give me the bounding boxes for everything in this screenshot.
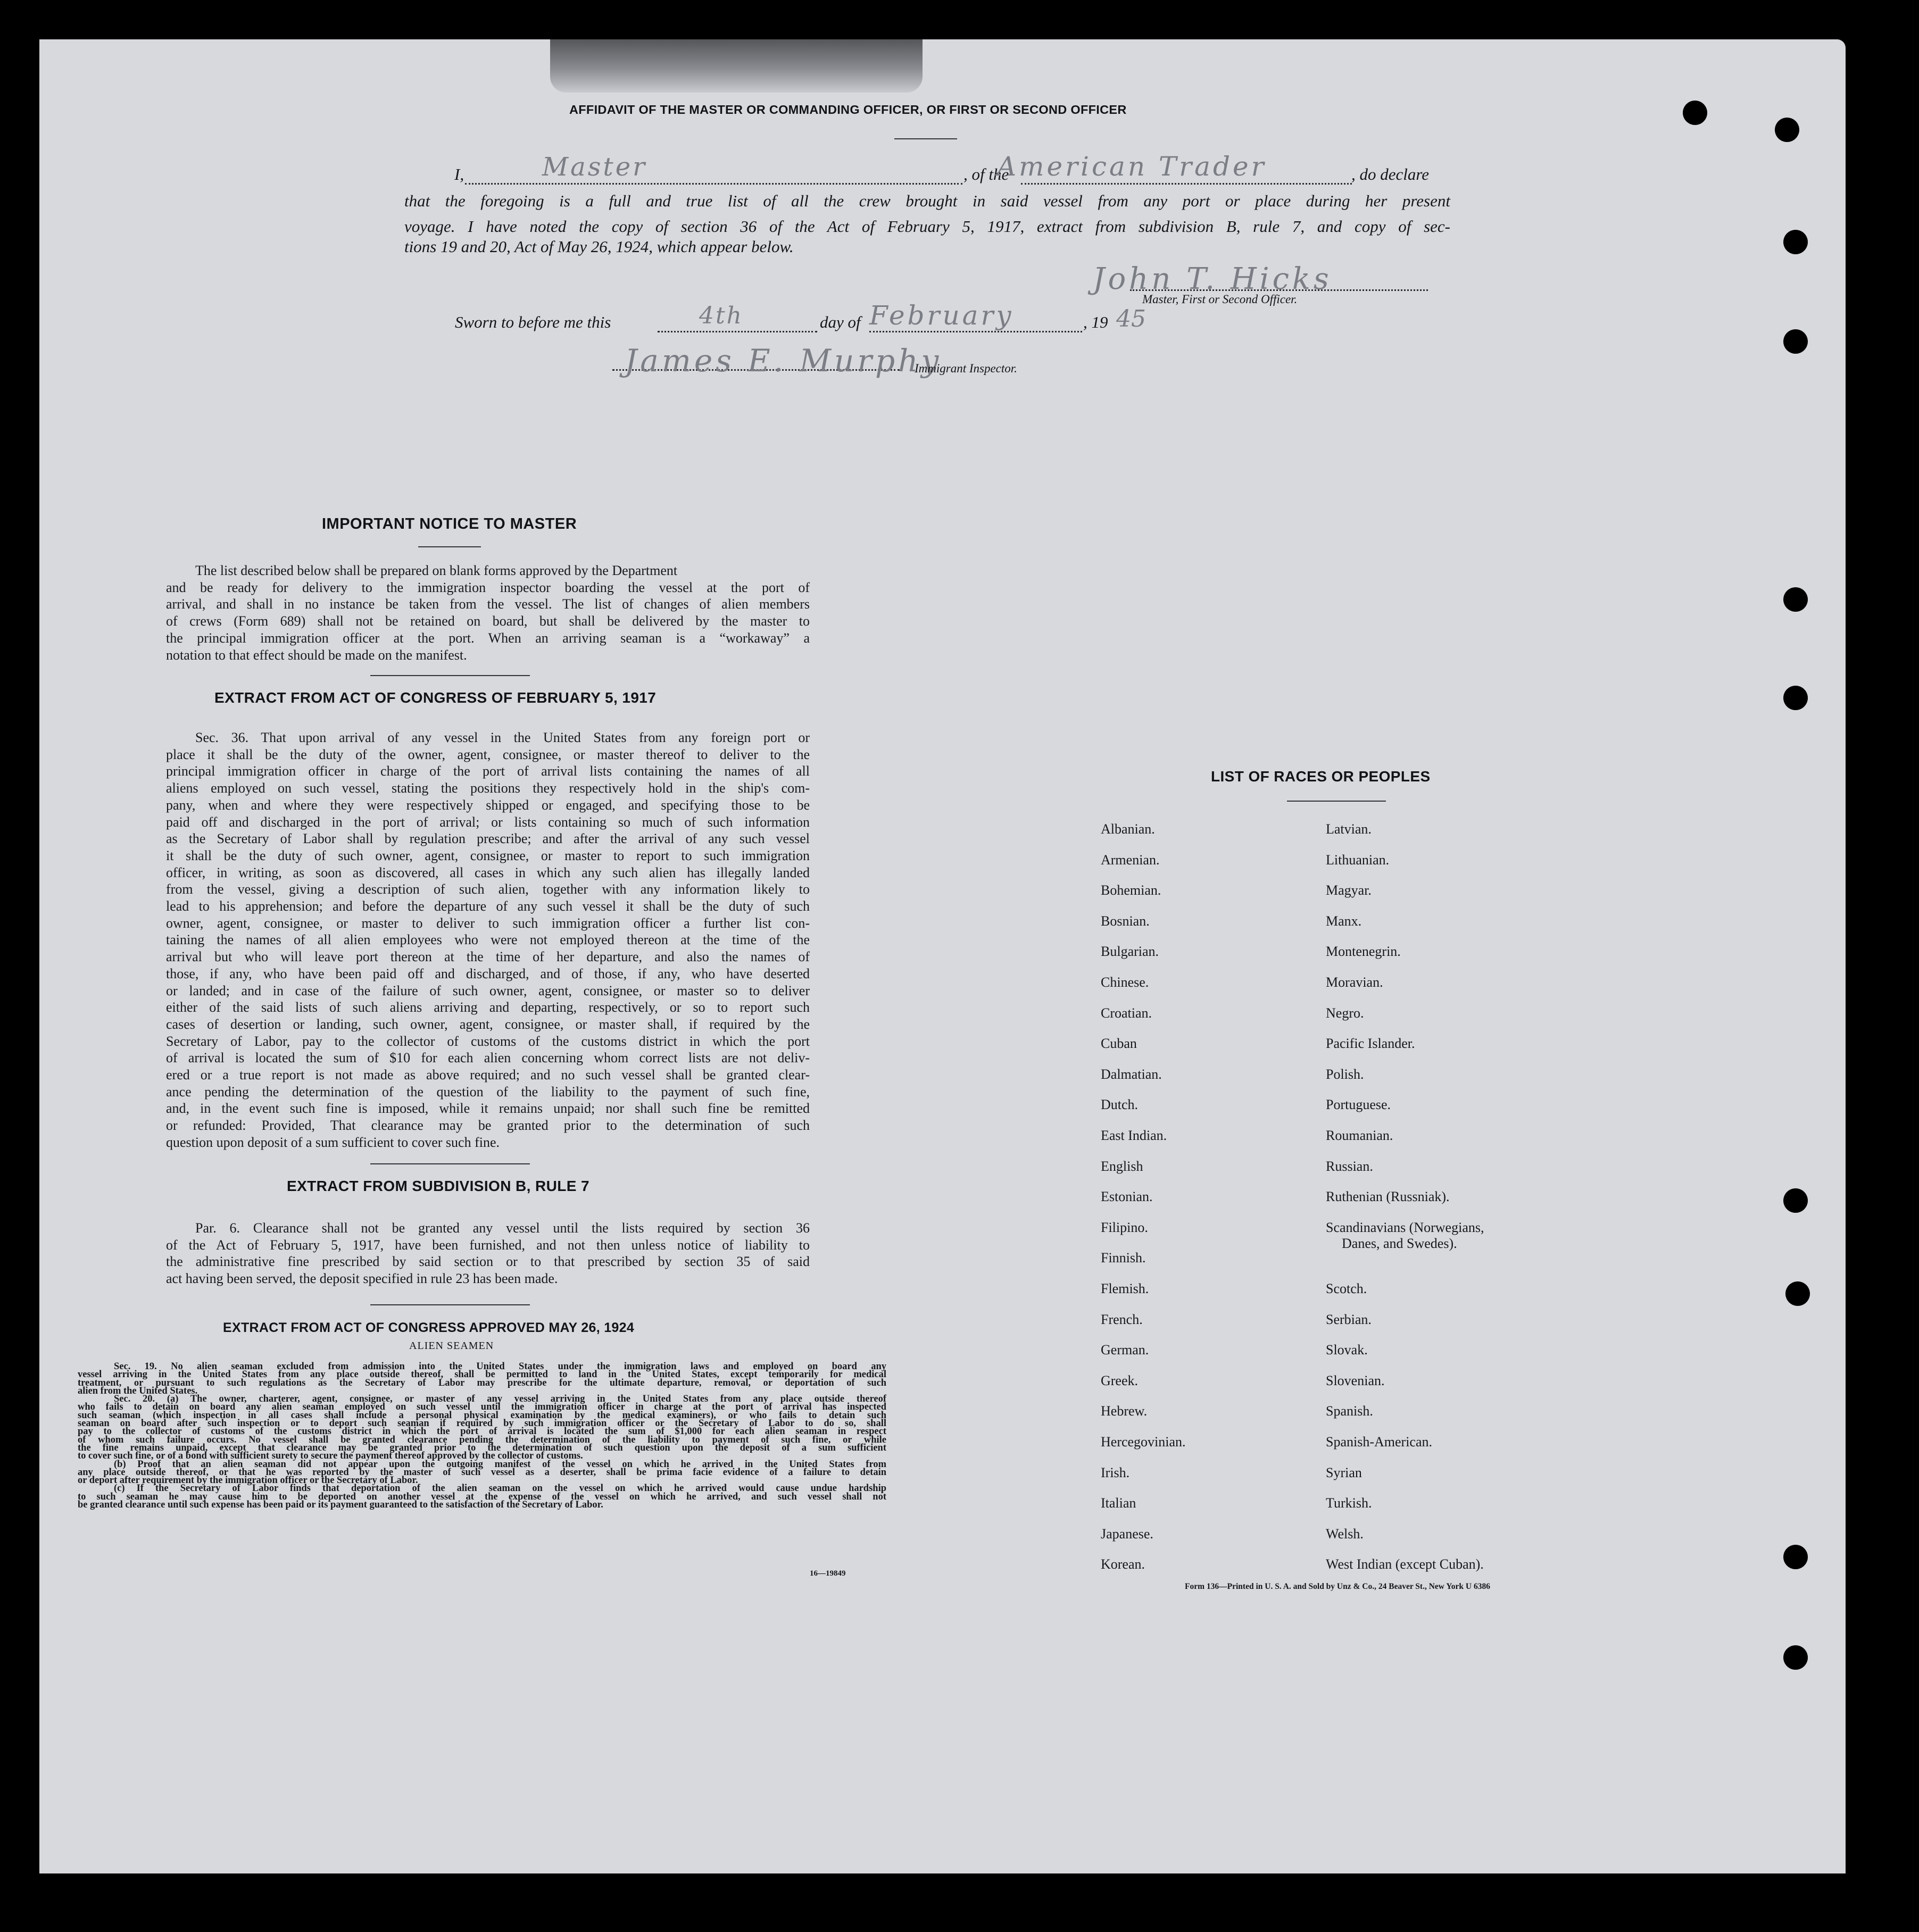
master-name-handwriting: Master [542,152,647,182]
master-signature: John T. Hicks [1093,262,1332,296]
text-line: (c) If the Secretary of Labor finds that deportation of the alien seaman on the vessel on which he arrived would cause undue hardship [114,1483,886,1494]
punch-hole [1783,1545,1808,1569]
divider [370,1163,530,1164]
text-line: as the Secretary of Labor shall by regulation prescribe; and after the arrival of any such vessel [166,831,810,847]
text-line: aliens employed on such vessel, stating the positions they respectively hold in the ship's com- [166,780,810,796]
race-item: Serbian. [1326,1311,1372,1327]
sworn-day-handwriting: 4th [699,302,744,329]
text-line: lead to his apprehension; and before the departure of any such vessel it shall be the duty of such [166,898,810,914]
race-item: Syrian [1326,1464,1362,1480]
form-printer-footer: Form 136—Printed in U. S. A. and Sold by Unz & Co., 24 Beaver St., New York U 6386 [1185,1582,1490,1591]
declaration-line-4: tions 19 and 20, Act of May 26, 1924, which appear below. [404,237,794,256]
race-item: English [1101,1158,1143,1174]
text-line: seaman on board after such inspection or to deport such seaman if required by such immigration officer or the Secretary of Labor to do so, shall [78,1418,886,1429]
name-line [465,183,962,185]
punch-hole [1783,1645,1808,1670]
race-item: Lithuanian. [1326,852,1390,868]
text-line: and, in the event such fine is imposed, while it remains unpaid; nor shall such fine be remitted [166,1101,810,1117]
sec19-20-paragraph [78,1363,886,1509]
race-item: Bulgarian. [1101,944,1159,960]
race-item: Latvian. [1326,821,1372,837]
race-item: Slovenian. [1326,1372,1385,1388]
race-item: West Indian (except Cuban). [1326,1556,1484,1572]
race-item: Montenegrin. [1326,944,1401,960]
text-line: cases of desertion or landing, such owner, agent, consignee, or master shall, if required by the [166,1016,810,1032]
sworn-month-handwriting: February [869,300,1014,331]
text-line: pay to the collector of customs of the customs district in which the port of arrival is located the sum of $1,000 for each alien seaman in respect [78,1426,886,1437]
race-item: Russian. [1326,1158,1373,1174]
race-item: Estonian. [1101,1189,1153,1205]
race-item: Moravian. [1326,975,1383,990]
text-line: Sec. 19. No alien seaman excluded from admission into the United States under the immigration laws and employed on board any [114,1361,886,1372]
divider [370,675,530,676]
race-item: Chinese. [1101,975,1149,990]
text-line: act having been served, the deposit specified in rule 23 has been made. [166,1271,558,1287]
do-declare-label: , do declare [1351,165,1430,184]
race-item: Greek. [1101,1372,1139,1388]
text-line: paid off and discharged in the port of arrival; or lists containing so much of such information [166,814,810,830]
day-of-label: day of [820,313,861,331]
inspector-signature: James E. Murphy [625,343,942,379]
race-item: Filipino. [1101,1219,1148,1235]
rule7-paragraph [166,1220,810,1287]
punch-hole [1783,230,1808,254]
document-page [39,39,1846,1873]
text-line: the administrative fine prescribed by said section or to that prescribed by section 35 of said [166,1254,810,1270]
divider [1287,801,1386,802]
text-line: vessel arriving in the United States from any place outside thereof, shall be permitted to land in the United States, except temporarily for medical [78,1369,886,1380]
text-line: or landed; and in case of the failure of such owner, agent, consignee, or master so to deliver [166,982,810,998]
race-item: Pacific Islander. [1326,1036,1415,1052]
race-item: Albanian. [1101,821,1155,837]
race-item: Welsh. [1326,1526,1364,1542]
race-item: French. [1101,1311,1143,1327]
rule7-title: EXTRACT FROM SUBDIVISION B, RULE 7 [287,1178,589,1194]
punch-hole [1775,118,1799,142]
punch-hole [1783,329,1808,354]
punch-hole [1783,587,1808,612]
race-item: Spanish-American. [1326,1434,1433,1450]
race-item: Croatian. [1101,1005,1152,1021]
vessel-line [1021,183,1352,185]
race-item: Finnish. [1101,1250,1146,1266]
text-line: notation to that effect should be made on the manifest. [166,647,467,663]
text-line: any place outside thereof, or that he was reported by the master of such vessel as a deserter, shall be prima facie evidence of a failure to detain [78,1467,886,1478]
race-item: Hercegovinian. [1101,1434,1186,1450]
race-item: Turkish. [1326,1495,1372,1511]
affidavit-title: AFFIDAVIT OF THE MASTER OR COMMANDING OFFICER, OR FIRST OR SECOND OFFICER [569,103,1127,116]
race-item: Cuban [1101,1036,1137,1052]
text-line: of arrival is located the sum of $10 for each alien concerning whom correct lists are not deliv- [166,1050,810,1066]
race-item: Manx. [1326,913,1362,929]
race-item: Danes, and Swedes). [1342,1235,1457,1251]
race-item: Italian [1101,1495,1136,1511]
punch-hole [1783,686,1808,710]
extract-1924-title: EXTRACT FROM ACT OF CONGRESS APPROVED MAY 26, 1924 [223,1320,635,1335]
text-line: Secretary of Labor, pay to the collector of customs of the customs district in which the port [166,1033,810,1049]
tape-shadow [550,39,923,93]
text-line: pany, when and where they were respectively shipped or engaged, and specifying those to be [166,797,810,813]
text-line: of crews (Form 689) shall not be retained on board, but shall be delivered by the master to [166,613,810,629]
race-item: Spanish. [1326,1403,1373,1419]
punch-hole [1785,1281,1810,1306]
signature-line [1130,289,1428,291]
text-line: officer, in writing, as soon as discovered, all cases in which any such alien has illegally landed [166,864,810,880]
text-line: owner, agent, consignee, or master to deliver to such immigration officer a further list con- [166,915,810,931]
race-item: Dutch. [1101,1097,1139,1113]
text-line: of whom such failure occurs. No vessel shall be granted clearance pending the determination of the liability to payment of such fine, or while [78,1434,886,1445]
year-handwriting: 45 [1116,305,1146,332]
declaration-line-3: voyage. I have noted the copy of section 36 of the Act of February 5, 1917, extract from subdivision B, rule 7, and copy of sec- [404,217,1450,236]
race-item: Korean. [1101,1556,1145,1572]
text-line: Sec. 36. That upon arrival of any vessel in the United States from any foreign port or [195,730,810,745]
alien-seamen-subtitle: ALIEN SEAMEN [409,1340,494,1352]
text-line: such seaman (which inspection in all cases shall include a personal physical examination by the medical examiners), or who fails to detain such [78,1410,886,1421]
race-item: Ruthenian (Russniak). [1326,1189,1450,1205]
text-line: Par. 6. Clearance shall not be granted any vessel until the lists required by section 36 [195,1220,810,1236]
punch-hole [1683,101,1707,125]
day-line [658,331,817,332]
punch-hole [1783,1188,1808,1213]
text-line: (b) Proof that an alien seaman did not appear upon the outgoing manifest of the vessel on which he arrived in the United States from [114,1459,886,1470]
race-item: Japanese. [1101,1526,1153,1542]
declaration-line-2: that the foregoing is a full and true list of all the crew brought in said vessel from any port or place during her present [404,191,1450,210]
race-item: Bohemian. [1101,882,1161,898]
master-caption: Master, First or Second Officer. [1142,293,1298,306]
race-item: Bosnian. [1101,913,1150,929]
text-line: or deport after requirement by the immigration officer or the Secretary of Labor. [78,1475,418,1486]
text-line: ered or a true report is not made as above required; and no such vessel shall be granted clear- [166,1067,810,1083]
text-line: it shall be the duty of such owner, agent, consignee, or master to report to such immigration [166,847,810,863]
race-item: Portuguese. [1326,1097,1391,1113]
race-item: Magyar. [1326,882,1372,898]
text-line: to cover such fine, or of a bond with sufficient surety to secure the payment thereof approved by the collector of customs. [78,1451,583,1462]
form-code: 16—19849 [810,1569,846,1578]
race-item: Roumanian. [1326,1128,1393,1143]
race-item: Slovak. [1326,1342,1368,1358]
text-line: Sec. 20. (a) The owner, charterer, agent, consignee, or master of any vessel arriving in the United States from any place outside thereof [114,1394,886,1405]
text-line: from the vessel, giving a description of such alien, together with any information likely to [166,881,810,897]
race-item: Armenian. [1101,852,1160,868]
text-line: and be ready for delivery to the immigration inspector boarding the vessel at the port of [166,579,810,595]
race-item: East Indian. [1101,1128,1167,1143]
text-line: the fine remains unpaid, except that clearance may be granted prior to the determination of such question upon the deposit of a sum sufficient [78,1442,886,1453]
text-line: arrival but who will leave port thereon at the time of her departure, and also the names of [166,949,810,965]
month-line [869,331,1082,332]
race-item: Flemish. [1101,1281,1149,1296]
text-line: treatment, or pursuant to such regulations as the Secretary of Labor may prescribe for the ultimate departure, removal, or deportation of such [78,1377,886,1388]
race-item: Irish. [1101,1464,1130,1480]
race-item: Polish. [1326,1066,1364,1082]
divider [418,546,481,547]
race-item: Dalmatian. [1101,1066,1162,1082]
extract-1917-title: EXTRACT FROM ACT OF CONGRESS OF FEBRUARY 5, 1917 [214,689,657,706]
text-line: arrival, and shall in no instance be taken from the vessel. The list of changes of alien members [166,596,810,612]
inspector-caption: Immigrant Inspector. [915,362,1017,375]
sworn-label: Sworn to before me this [455,313,611,331]
text-line: the principal immigration officer at the port. When an arriving seaman is a “workaway” a [166,630,810,646]
race-item: Hebrew. [1101,1403,1148,1419]
of-the-label: , of the [963,165,1009,184]
text-line: alien from the United States. [78,1385,198,1396]
text-line: who fails to detain on board any alien seaman employed on such vessel until the immigration officer in charge at the port of arrival has inspected [78,1402,886,1413]
divider [370,1304,530,1305]
notice-title: IMPORTANT NOTICE TO MASTER [322,515,577,532]
text-line: taining the names of all alien employees who were not employed thereon at the time of the [166,932,810,948]
race-item: Scandinavians (Norwegians, [1326,1219,1484,1235]
text-line: question upon deposit of a sum sufficient to cover such fine. [166,1134,500,1150]
divider [894,138,957,139]
text-line: The list described below shall be prepared on blank forms approved by the Department [195,563,678,578]
text-line: be granted clearance until such expense has been paid or its payment guaranteed to the satisfaction of the Secretary of Labor. [78,1500,603,1511]
text-line: of the Act of February 5, 1917, have been furnished, and not then unless notice of liability to [166,1237,810,1253]
notice-paragraph [166,562,810,663]
text-line: ance pending the determination of the question of the liability to the payment of such fine, [166,1084,810,1100]
races-title: LIST OF RACES OR PEOPLES [1211,768,1431,785]
text-line: principal immigration officer in charge of the port of arrival lists containing the names of all [166,763,810,779]
text-line: to such seaman he may cause him to be deported on another vessel at the expense of the vessel on which he arrived, and such vessel shall not [78,1491,886,1502]
text-line: or refunded: Provided, That clearance may be granted prior to the determination of such [166,1118,810,1134]
race-item: Scotch. [1326,1281,1367,1296]
vessel-name-handwriting: American Trader [997,151,1267,182]
text-line: those, if any, who have been paid off and discharged, and of those, if any, who have deserted [166,965,810,981]
text-line: either of the said lists of such aliens arriving and departing, respectively, or so to report such [166,1000,810,1015]
year-prefix: , 19 [1083,313,1108,331]
race-item: German. [1101,1342,1149,1358]
sec36-paragraph [166,729,810,1151]
declare-i-label: I, [454,165,464,184]
race-item: Negro. [1326,1005,1364,1021]
text-line: place it shall be the duty of the owner, agent, consignee, or master thereof to deliver to the [166,746,810,762]
